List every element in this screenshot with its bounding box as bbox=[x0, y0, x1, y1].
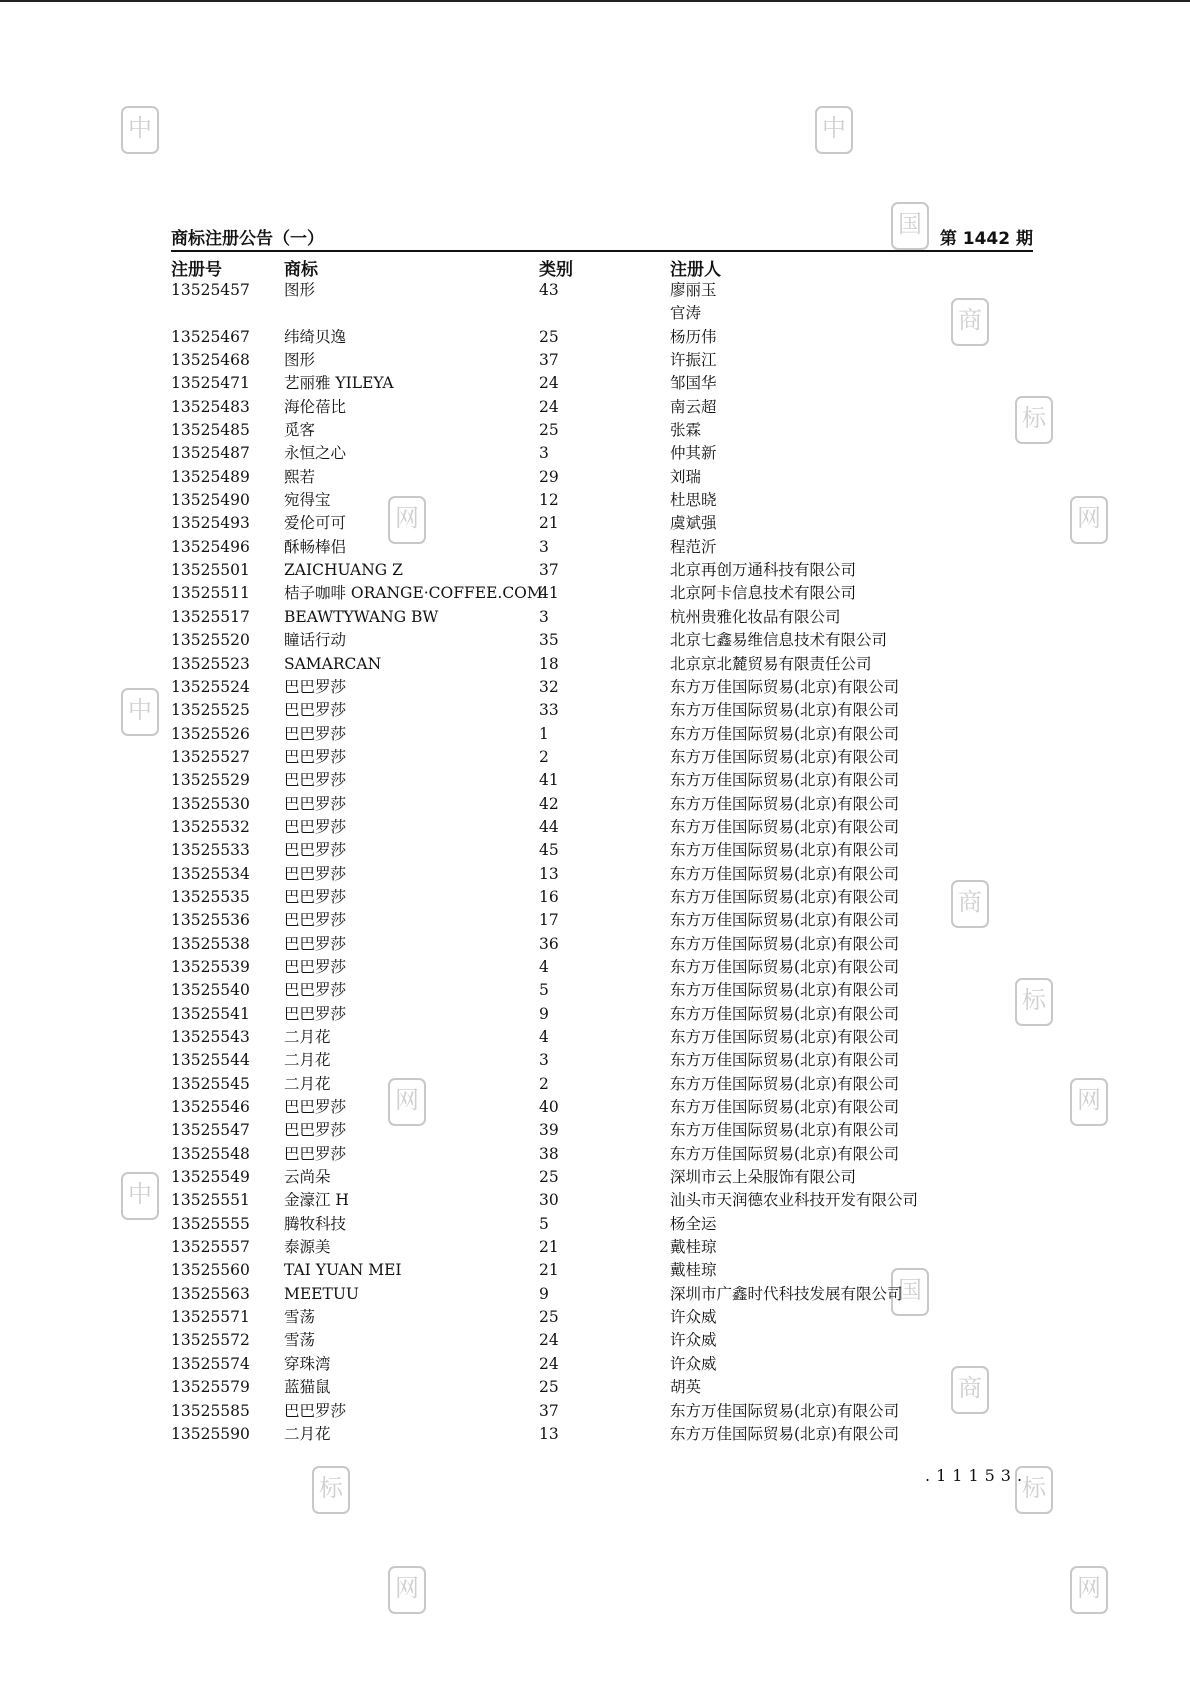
class-cell: 25 bbox=[539, 1308, 559, 1327]
table-row bbox=[171, 1306, 1033, 1329]
watermark-glyph: 商 bbox=[951, 298, 989, 346]
class-cell: 35 bbox=[539, 631, 559, 650]
table-row bbox=[171, 1026, 1033, 1049]
class-cell: 41 bbox=[539, 584, 559, 603]
registrant-cell: 东方万佳国际贸易(北京)有限公司 bbox=[670, 1004, 900, 1023]
registrant-cell: 杭州贵雅化妆品有限公司 bbox=[670, 607, 841, 626]
reg-no-cell: 13525534 bbox=[171, 864, 250, 883]
mark-cell: 云尚朵 bbox=[284, 1168, 331, 1187]
registrant-cell: 东方万佳国际贸易(北京)有限公司 bbox=[670, 1144, 900, 1163]
mark-cell: 巴巴罗莎 bbox=[284, 957, 347, 976]
reg-no-cell: 13525524 bbox=[171, 677, 250, 696]
class-cell: 44 bbox=[539, 817, 559, 836]
table-row bbox=[171, 1259, 1033, 1282]
reg-no-cell: 13525574 bbox=[171, 1354, 250, 1373]
mark-cell: 二月花 bbox=[284, 1028, 331, 1046]
registrant-cell: 东方万佳国际贸易(北京)有限公司 bbox=[670, 887, 900, 906]
class-cell: 4 bbox=[539, 957, 549, 976]
table-row bbox=[171, 536, 1033, 559]
table-header bbox=[171, 255, 1033, 278]
mark-cell: 巴巴罗莎 bbox=[284, 864, 347, 883]
mark-cell: 图形 bbox=[284, 281, 316, 299]
registrant-cell: 北京七鑫易维信息技术有限公司 bbox=[670, 631, 888, 650]
registrant-cell: 北京再创万通科技有限公司 bbox=[670, 561, 857, 580]
reg-no-cell: 13525527 bbox=[171, 747, 250, 766]
table-row bbox=[171, 302, 1033, 325]
table-row bbox=[171, 1049, 1033, 1072]
class-cell: 37 bbox=[539, 351, 559, 370]
watermark-glyph: 网 bbox=[388, 496, 426, 544]
registrant-cell: 廖丽玉 bbox=[670, 281, 717, 299]
table-row bbox=[171, 746, 1033, 769]
table-row bbox=[171, 723, 1033, 746]
table-row bbox=[171, 699, 1033, 722]
class-cell: 24 bbox=[539, 397, 559, 416]
registrant-cell: 杨全运 bbox=[670, 1214, 717, 1233]
registrant-cell: 戴桂琼 bbox=[670, 1261, 717, 1280]
column-header-reg-no: 注册号 bbox=[171, 260, 222, 280]
table-row bbox=[171, 1329, 1033, 1352]
table-row bbox=[171, 466, 1033, 489]
reg-no-cell: 13525501 bbox=[171, 561, 250, 580]
reg-no-cell: 13525590 bbox=[171, 1424, 250, 1443]
class-cell: 21 bbox=[539, 514, 559, 533]
class-cell: 25 bbox=[539, 1378, 559, 1397]
registrant-cell: 杨历伟 bbox=[670, 327, 717, 346]
watermark-glyph: 商 bbox=[951, 880, 989, 928]
table-row bbox=[171, 769, 1033, 792]
table-row bbox=[171, 1096, 1033, 1119]
class-cell: 29 bbox=[539, 467, 559, 486]
page-top-border bbox=[0, 0, 1190, 2]
reg-no-cell: 13525529 bbox=[171, 771, 250, 790]
trademark-table bbox=[171, 279, 1033, 1446]
table-row bbox=[171, 629, 1033, 652]
registrant-cell: 张霖 bbox=[670, 421, 702, 440]
table-row bbox=[171, 1423, 1033, 1446]
table-row bbox=[171, 933, 1033, 956]
registrant-cell: 东方万佳国际贸易(北京)有限公司 bbox=[670, 957, 900, 976]
reg-no-cell: 13525525 bbox=[171, 701, 250, 720]
reg-no-cell: 13525523 bbox=[171, 654, 250, 673]
reg-no-cell: 13525547 bbox=[171, 1121, 250, 1140]
reg-no-cell: 13525496 bbox=[171, 537, 250, 556]
reg-no-cell: 13525544 bbox=[171, 1051, 250, 1070]
class-cell: 39 bbox=[539, 1121, 559, 1140]
class-cell: 5 bbox=[539, 981, 549, 1000]
table-row bbox=[171, 1353, 1033, 1376]
mark-cell: 瞳话行动 bbox=[284, 631, 347, 650]
table-row bbox=[171, 1213, 1033, 1236]
mark-cell: 海伦蓓比 bbox=[284, 397, 347, 416]
mark-cell: 二月花 bbox=[284, 1074, 331, 1093]
mark-cell: 纬绮贝逸 bbox=[284, 327, 347, 346]
registrant-cell: 许众威 bbox=[670, 1354, 717, 1373]
mark-cell: 二月花 bbox=[284, 1424, 331, 1443]
mark-cell: 泰源美 bbox=[284, 1238, 331, 1257]
watermark-glyph: 中 bbox=[121, 1172, 159, 1220]
mark-cell: 艺丽雅 YILEYA bbox=[284, 374, 394, 393]
table-row bbox=[171, 1400, 1033, 1423]
reg-no-cell: 13525517 bbox=[171, 607, 250, 626]
class-cell: 24 bbox=[539, 1354, 559, 1373]
registrant-cell: 东方万佳国际贸易(北京)有限公司 bbox=[670, 747, 900, 766]
mark-cell: 宛得宝 bbox=[284, 491, 331, 510]
registrant-cell: 许振江 bbox=[670, 351, 717, 370]
column-header-mark: 商标 bbox=[284, 260, 318, 280]
class-cell: 41 bbox=[539, 771, 559, 790]
class-cell: 32 bbox=[539, 677, 559, 696]
reg-no-cell: 13525530 bbox=[171, 794, 250, 813]
table-row bbox=[171, 956, 1033, 979]
class-cell: 3 bbox=[539, 1051, 549, 1070]
registrant-cell: 官涛 bbox=[670, 304, 702, 323]
mark-cell: 巴巴罗莎 bbox=[284, 701, 347, 720]
table-row bbox=[171, 886, 1033, 909]
reg-no-cell: 13525457 bbox=[171, 281, 250, 299]
mark-cell: 巴巴罗莎 bbox=[284, 934, 347, 953]
mark-cell: 金濠江 H bbox=[284, 1191, 349, 1210]
watermark-glyph: 网 bbox=[388, 1566, 426, 1614]
mark-cell: BEAWTYWANG BW bbox=[284, 607, 439, 626]
table-row bbox=[171, 372, 1033, 395]
class-cell: 3 bbox=[539, 444, 549, 463]
registrant-cell: 东方万佳国际贸易(北京)有限公司 bbox=[670, 934, 900, 953]
class-cell: 43 bbox=[539, 281, 559, 299]
mark-cell: 腾牧科技 bbox=[284, 1214, 347, 1233]
reg-no-cell: 13525536 bbox=[171, 911, 250, 930]
mark-cell: 巴巴罗莎 bbox=[284, 677, 347, 696]
column-header-registrant: 注册人 bbox=[670, 260, 721, 280]
class-cell: 36 bbox=[539, 934, 559, 953]
table-row bbox=[171, 1003, 1033, 1026]
reg-no-cell: 13525467 bbox=[171, 327, 250, 346]
table-row bbox=[171, 1236, 1033, 1259]
reg-no-cell: 13525572 bbox=[171, 1331, 250, 1350]
class-cell: 2 bbox=[539, 747, 549, 766]
reg-no-cell: 13525468 bbox=[171, 351, 250, 370]
table-row bbox=[171, 863, 1033, 886]
class-cell: 5 bbox=[539, 1214, 549, 1233]
mark-cell: 雪荡 bbox=[284, 1308, 316, 1327]
class-cell: 25 bbox=[539, 1168, 559, 1187]
mark-cell: 巴巴罗莎 bbox=[284, 1144, 347, 1163]
registrant-cell: 刘瑞 bbox=[670, 467, 702, 486]
mark-cell: MEETUU bbox=[284, 1284, 359, 1303]
table-row bbox=[171, 512, 1033, 535]
reg-no-cell: 13525571 bbox=[171, 1308, 250, 1327]
mark-cell: 图形 bbox=[284, 351, 316, 370]
reg-no-cell: 13525471 bbox=[171, 374, 250, 393]
registrant-cell: 东方万佳国际贸易(北京)有限公司 bbox=[670, 1028, 900, 1046]
mark-cell: 巴巴罗莎 bbox=[284, 771, 347, 790]
registrant-cell: 东方万佳国际贸易(北京)有限公司 bbox=[670, 841, 900, 860]
reg-no-cell: 13525540 bbox=[171, 981, 250, 1000]
watermark-glyph: 网 bbox=[1070, 1078, 1108, 1126]
registrant-cell: 东方万佳国际贸易(北京)有限公司 bbox=[670, 1401, 900, 1420]
class-cell: 38 bbox=[539, 1144, 559, 1163]
watermark-glyph: 中 bbox=[121, 688, 159, 736]
watermark-glyph: 网 bbox=[388, 1078, 426, 1126]
class-cell: 45 bbox=[539, 841, 559, 860]
table-row bbox=[171, 676, 1033, 699]
table-row bbox=[171, 1283, 1033, 1306]
class-cell: 4 bbox=[539, 1028, 549, 1046]
reg-no-cell: 13525560 bbox=[171, 1261, 250, 1280]
registrant-cell: 杜思晓 bbox=[670, 491, 717, 510]
mark-cell: 巴巴罗莎 bbox=[284, 724, 347, 743]
registrant-cell: 深圳市云上朵服饰有限公司 bbox=[670, 1168, 857, 1187]
class-cell: 3 bbox=[539, 537, 549, 556]
reg-no-cell: 13525557 bbox=[171, 1238, 250, 1257]
registrant-cell: 东方万佳国际贸易(北京)有限公司 bbox=[670, 1051, 900, 1070]
table-row bbox=[171, 1166, 1033, 1189]
registrant-cell: 东方万佳国际贸易(北京)有限公司 bbox=[670, 701, 900, 720]
registrant-cell: 北京阿卡信息技术有限公司 bbox=[670, 584, 857, 603]
registrant-cell: 邹国华 bbox=[670, 374, 717, 393]
mark-cell: ZAICHUANG Z bbox=[284, 561, 403, 580]
registrant-cell: 程范沂 bbox=[670, 537, 717, 556]
class-cell: 40 bbox=[539, 1098, 559, 1117]
reg-no-cell: 13525543 bbox=[171, 1028, 250, 1046]
registrant-cell: 东方万佳国际贸易(北京)有限公司 bbox=[670, 677, 900, 696]
registrant-cell: 东方万佳国际贸易(北京)有限公司 bbox=[670, 1424, 900, 1443]
class-cell: 42 bbox=[539, 794, 559, 813]
table-row bbox=[171, 279, 1033, 302]
class-cell: 30 bbox=[539, 1191, 559, 1210]
watermark-glyph: 网 bbox=[1070, 1566, 1108, 1614]
mark-cell: 巴巴罗莎 bbox=[284, 981, 347, 1000]
class-cell: 21 bbox=[539, 1238, 559, 1257]
class-cell: 12 bbox=[539, 491, 559, 510]
class-cell: 16 bbox=[539, 887, 559, 906]
table-row bbox=[171, 1189, 1033, 1212]
watermark-glyph: 中 bbox=[815, 106, 853, 154]
reg-no-cell: 13525541 bbox=[171, 1004, 250, 1023]
table-row bbox=[171, 582, 1033, 605]
class-cell: 33 bbox=[539, 701, 559, 720]
mark-cell: 蓝猫鼠 bbox=[284, 1378, 331, 1397]
registrant-cell: 东方万佳国际贸易(北京)有限公司 bbox=[670, 864, 900, 883]
watermark-glyph: 标 bbox=[312, 1466, 350, 1514]
mark-cell: 巴巴罗莎 bbox=[284, 841, 347, 860]
table-row bbox=[171, 816, 1033, 839]
reg-no-cell: 13525520 bbox=[171, 631, 250, 650]
table-row bbox=[171, 1073, 1033, 1096]
table-row bbox=[171, 349, 1033, 372]
table-row bbox=[171, 1119, 1033, 1142]
mark-cell: 巴巴罗莎 bbox=[284, 911, 347, 930]
class-cell: 21 bbox=[539, 1261, 559, 1280]
reg-no-cell: 13525487 bbox=[171, 444, 250, 463]
table-row bbox=[171, 326, 1033, 349]
class-cell: 13 bbox=[539, 1424, 559, 1443]
watermark-glyph: 中 bbox=[121, 106, 159, 154]
watermark-glyph: 标 bbox=[1015, 978, 1053, 1026]
reg-no-cell: 13525545 bbox=[171, 1074, 250, 1093]
mark-cell: 巴巴罗莎 bbox=[284, 887, 347, 906]
table-row bbox=[171, 606, 1033, 629]
reg-no-cell: 13525551 bbox=[171, 1191, 250, 1210]
table-row bbox=[171, 839, 1033, 862]
table-row bbox=[171, 559, 1033, 582]
reg-no-cell: 13525493 bbox=[171, 514, 250, 533]
reg-no-cell: 13525490 bbox=[171, 491, 250, 510]
mark-cell: 巴巴罗莎 bbox=[284, 747, 347, 766]
class-cell: 13 bbox=[539, 864, 559, 883]
reg-no-cell: 13525546 bbox=[171, 1098, 250, 1117]
page-number: .11153. bbox=[925, 1466, 1029, 1485]
reg-no-cell: 13525532 bbox=[171, 817, 250, 836]
reg-no-cell: 13525585 bbox=[171, 1401, 250, 1420]
mark-cell: 巴巴罗莎 bbox=[284, 1098, 347, 1117]
mark-cell: 酥畅棒侣 bbox=[284, 537, 347, 556]
reg-no-cell: 13525563 bbox=[171, 1284, 250, 1303]
mark-cell: SAMARCAN bbox=[284, 654, 382, 673]
registrant-cell: 东方万佳国际贸易(北京)有限公司 bbox=[670, 1098, 900, 1117]
registrant-cell: 深圳市广鑫时代科技发展有限公司 bbox=[670, 1284, 903, 1303]
reg-no-cell: 13525533 bbox=[171, 841, 250, 860]
class-cell: 18 bbox=[539, 654, 559, 673]
registrant-cell: 虞斌强 bbox=[670, 514, 717, 533]
table-row bbox=[171, 1376, 1033, 1399]
reg-no-cell: 13525539 bbox=[171, 957, 250, 976]
reg-no-cell: 13525489 bbox=[171, 467, 250, 486]
class-cell: 2 bbox=[539, 1074, 549, 1093]
mark-cell: 穿珠湾 bbox=[284, 1354, 331, 1373]
table-row bbox=[171, 396, 1033, 419]
registrant-cell: 仲其新 bbox=[670, 444, 717, 463]
mark-cell: 巴巴罗莎 bbox=[284, 794, 347, 813]
table-row bbox=[171, 442, 1033, 465]
registrant-cell: 东方万佳国际贸易(北京)有限公司 bbox=[670, 724, 900, 743]
class-cell: 24 bbox=[539, 374, 559, 393]
mark-cell: 巴巴罗莎 bbox=[284, 1121, 347, 1140]
reg-no-cell: 13525483 bbox=[171, 397, 250, 416]
class-cell: 24 bbox=[539, 1331, 559, 1350]
registrant-cell: 许众威 bbox=[670, 1308, 717, 1327]
reg-no-cell: 13525548 bbox=[171, 1144, 250, 1163]
reg-no-cell: 13525555 bbox=[171, 1214, 250, 1233]
reg-no-cell: 13525526 bbox=[171, 724, 250, 743]
page-header bbox=[171, 222, 1033, 252]
registrant-cell: 东方万佳国际贸易(北京)有限公司 bbox=[670, 817, 900, 836]
registrant-cell: 南云超 bbox=[670, 397, 717, 416]
registrant-cell: 北京京北麓贸易有限责任公司 bbox=[670, 654, 872, 673]
column-header-class: 类别 bbox=[539, 260, 573, 280]
table-row bbox=[171, 653, 1033, 676]
table-row bbox=[171, 419, 1033, 442]
class-cell: 25 bbox=[539, 327, 559, 346]
mark-cell: 巴巴罗莎 bbox=[284, 817, 347, 836]
mark-cell: 桔子咖啡 ORANGE·COFFEE.COM bbox=[284, 584, 543, 603]
registrant-cell: 胡英 bbox=[670, 1378, 702, 1397]
mark-cell: 雪荡 bbox=[284, 1331, 316, 1350]
mark-cell: 永恒之心 bbox=[284, 444, 347, 463]
reg-no-cell: 13525535 bbox=[171, 887, 250, 906]
table-row bbox=[171, 489, 1033, 512]
registrant-cell: 东方万佳国际贸易(北京)有限公司 bbox=[670, 771, 900, 790]
watermark-glyph: 商 bbox=[951, 1366, 989, 1414]
registrant-cell: 东方万佳国际贸易(北京)有限公司 bbox=[670, 1074, 900, 1093]
table-row bbox=[171, 793, 1033, 816]
class-cell: 1 bbox=[539, 724, 549, 743]
class-cell: 3 bbox=[539, 607, 549, 626]
registrant-cell: 东方万佳国际贸易(北京)有限公司 bbox=[670, 911, 900, 930]
mark-cell: 二月花 bbox=[284, 1051, 331, 1070]
mark-cell: 巴巴罗莎 bbox=[284, 1004, 347, 1023]
table-row bbox=[171, 909, 1033, 932]
publication-title: 商标注册公告（一） bbox=[171, 229, 324, 249]
class-cell: 9 bbox=[539, 1004, 549, 1023]
reg-no-cell: 13525538 bbox=[171, 934, 250, 953]
reg-no-cell: 13525579 bbox=[171, 1378, 250, 1397]
class-cell: 37 bbox=[539, 561, 559, 580]
watermark-glyph: 标 bbox=[1015, 396, 1053, 444]
mark-cell: TAI YUAN MEI bbox=[284, 1261, 402, 1280]
registrant-cell: 东方万佳国际贸易(北京)有限公司 bbox=[670, 981, 900, 1000]
registrant-cell: 戴桂琼 bbox=[670, 1238, 717, 1257]
reg-no-cell: 13525549 bbox=[171, 1168, 250, 1187]
registrant-cell: 汕头市天润德农业科技开发有限公司 bbox=[670, 1191, 919, 1210]
class-cell: 9 bbox=[539, 1284, 549, 1303]
table-row bbox=[171, 1143, 1033, 1166]
mark-cell: 熙若 bbox=[284, 467, 316, 486]
mark-cell: 巴巴罗莎 bbox=[284, 1401, 347, 1420]
registrant-cell: 东方万佳国际贸易(北京)有限公司 bbox=[670, 1121, 900, 1140]
issue-number: 第 1442 期 bbox=[939, 229, 1033, 249]
mark-cell: 觅客 bbox=[284, 421, 316, 440]
watermark-glyph: 网 bbox=[1070, 496, 1108, 544]
reg-no-cell: 13525485 bbox=[171, 421, 250, 440]
mark-cell: 爱伦可可 bbox=[284, 514, 347, 533]
reg-no-cell: 13525511 bbox=[171, 584, 250, 603]
watermark-glyph: 国 bbox=[891, 1268, 929, 1316]
class-cell: 25 bbox=[539, 421, 559, 440]
class-cell: 37 bbox=[539, 1401, 559, 1420]
table-row bbox=[171, 979, 1033, 1002]
registrant-cell: 许众威 bbox=[670, 1331, 717, 1350]
class-cell: 17 bbox=[539, 911, 559, 930]
watermark-glyph: 标 bbox=[1015, 1466, 1053, 1514]
registrant-cell: 东方万佳国际贸易(北京)有限公司 bbox=[670, 794, 900, 813]
watermark-glyph: 国 bbox=[891, 202, 929, 250]
